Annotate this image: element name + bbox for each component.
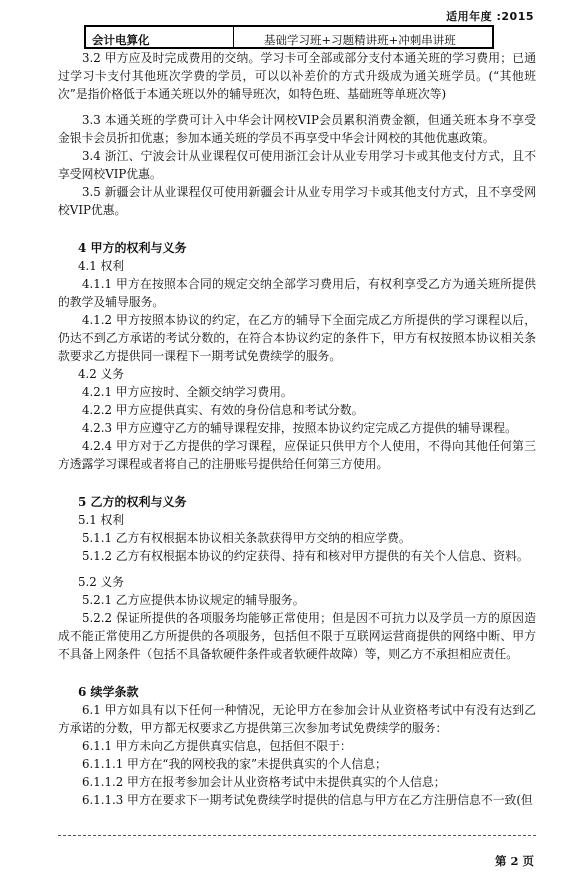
clause-4-1-1: 4.1.1 甲方在按照本合同的规定交纳全部学习费用后，有权利享受乙方为通关班所提供的教学及辅导服务。: [58, 277, 536, 309]
page-number: 第 2 页: [494, 854, 534, 868]
course-table-row: [84, 25, 494, 49]
clause-5-2-2: 5.2.2 保证所提供的各项服务均能够正常使用；但是因不可抗力以及学员一方的原因造成不能正常使用乙方所提供的各项服务，包括但不限于互联网运营商提供的网络中断、甲方不具备上网条件（包括不具备软硬件条件或者软硬件故障）等，则乙方不承担相应责任。: [58, 611, 536, 661]
clause-4-2-3: 4.2.3 甲方应遵守乙方的辅导课程安排，按照本协议约定完成乙方提供的辅导课程。: [82, 421, 517, 435]
section-5-title: 5 乙方的权利与义务: [78, 495, 187, 509]
clause-4-2-2: 4.2.2 甲方应提供真实、有效的身份信息和考试分数。: [82, 403, 364, 417]
clause-6-1-1: 6.1.1 甲方未向乙方提供真实信息，包括但不限于：: [82, 739, 352, 753]
clause-5-1-2: 5.1.2 乙方有权根据本协议的约定获得、持有和核对甲方提供的有关个人信息、资料。: [82, 549, 529, 563]
section-5-1-heading: 5.1 权利: [78, 513, 125, 527]
clause-6-1: 6.1 甲方如具有以下任何一种情况，无论甲方在参加会计从业资格考试中有没有达到乙方承诺的分数，甲方都无权要求乙方提供第三次参加考试免费续学的服务：: [58, 703, 536, 735]
clause-6-1-1-1: 6.1.1.1 甲方在“我的网校我的家”未提供真实的个人信息；: [82, 757, 387, 771]
clause-6-1-1-3: 6.1.1.3 甲方在要求下一期考试免费续学时提供的信息与甲方在乙方注册信息不一致(但: [82, 793, 533, 807]
document-body: [58, 49, 536, 809]
clause-5-1-1: 5.1.1 乙方有权根据本协议相关条款获得甲方交纳的相应学费。: [82, 531, 411, 545]
section-4-1-heading: 4.1 权利: [78, 259, 125, 273]
section-4-title: 4 甲方的权利与义务: [78, 241, 187, 255]
applicable-year: 适用年度 :2015: [446, 10, 534, 23]
clause-3-5: 3.5 新疆会计从业课程仅可使用新疆会计从业专用学习卡或其他支付方式，且不享受网校VIP优惠。: [58, 185, 536, 217]
clause-3-4: 3.4 浙江、宁波会计从业课程仅可使用浙江会计从业专用学习卡或其他支付方式，且不享受网校VIP优惠。: [58, 149, 536, 181]
clause-3-3: 3.3 本通关班的学费可计入中华会计网校VIP会员累积消费金额，但通关班本身不享受金银卡会员折扣优惠；参加本通关班的学员不再享受中华会计网校的其他优惠政策。: [58, 113, 536, 145]
section-6-title: 6 续学条款: [78, 685, 139, 699]
clause-5-2-1: 5.2.1 乙方应提供本协议规定的辅导服务。: [82, 593, 305, 607]
clause-6-1-1-2: 6.1.1.2 甲方在报考参加会计从业资格考试中未提供真实的个人信息；: [82, 775, 446, 789]
section-5-2-heading: 5.2 义务: [78, 575, 125, 589]
clause-3-2: 3.2 甲方应及时完成费用的交纳。学习卡可全部或部分支付本通关班的学习费用；已通过学习卡支付其他班次学费的学员，可以以补差价的方式升级成为通关班学员。(“其他班次”是指价格低于本通关班以外的辅导班次，如特色班、基础班等单班次等): [58, 51, 536, 101]
clause-4-2-1: 4.2.1 甲方应按时、全额交纳学习费用。: [82, 385, 293, 399]
clause-4-2-4: 4.2.4 甲方对于乙方提供的学习课程，应保证只供甲方个人使用，不得向其他任何第三方透露学习课程或者将自己的注册账号提供给任何第三方使用。: [58, 439, 536, 471]
section-4-2-heading: 4.2 义务: [78, 367, 125, 381]
course-type-cell: 会计电算化: [86, 27, 234, 47]
footer-divider: [58, 835, 536, 836]
course-classes-cell: 基础学习班+习题精讲班+冲刺串讲班: [264, 33, 456, 47]
clause-4-1-2: 4.1.2 甲方按照本协议的约定，在乙方的辅导下全面完成乙方所提供的学习课程以后，仍达不到乙方承诺的考试分数的，在符合本协议约定的条件下，甲方有权按照本协议相关条款要求乙方提供同一课程下一期考试免费续学的服务。: [58, 313, 536, 363]
